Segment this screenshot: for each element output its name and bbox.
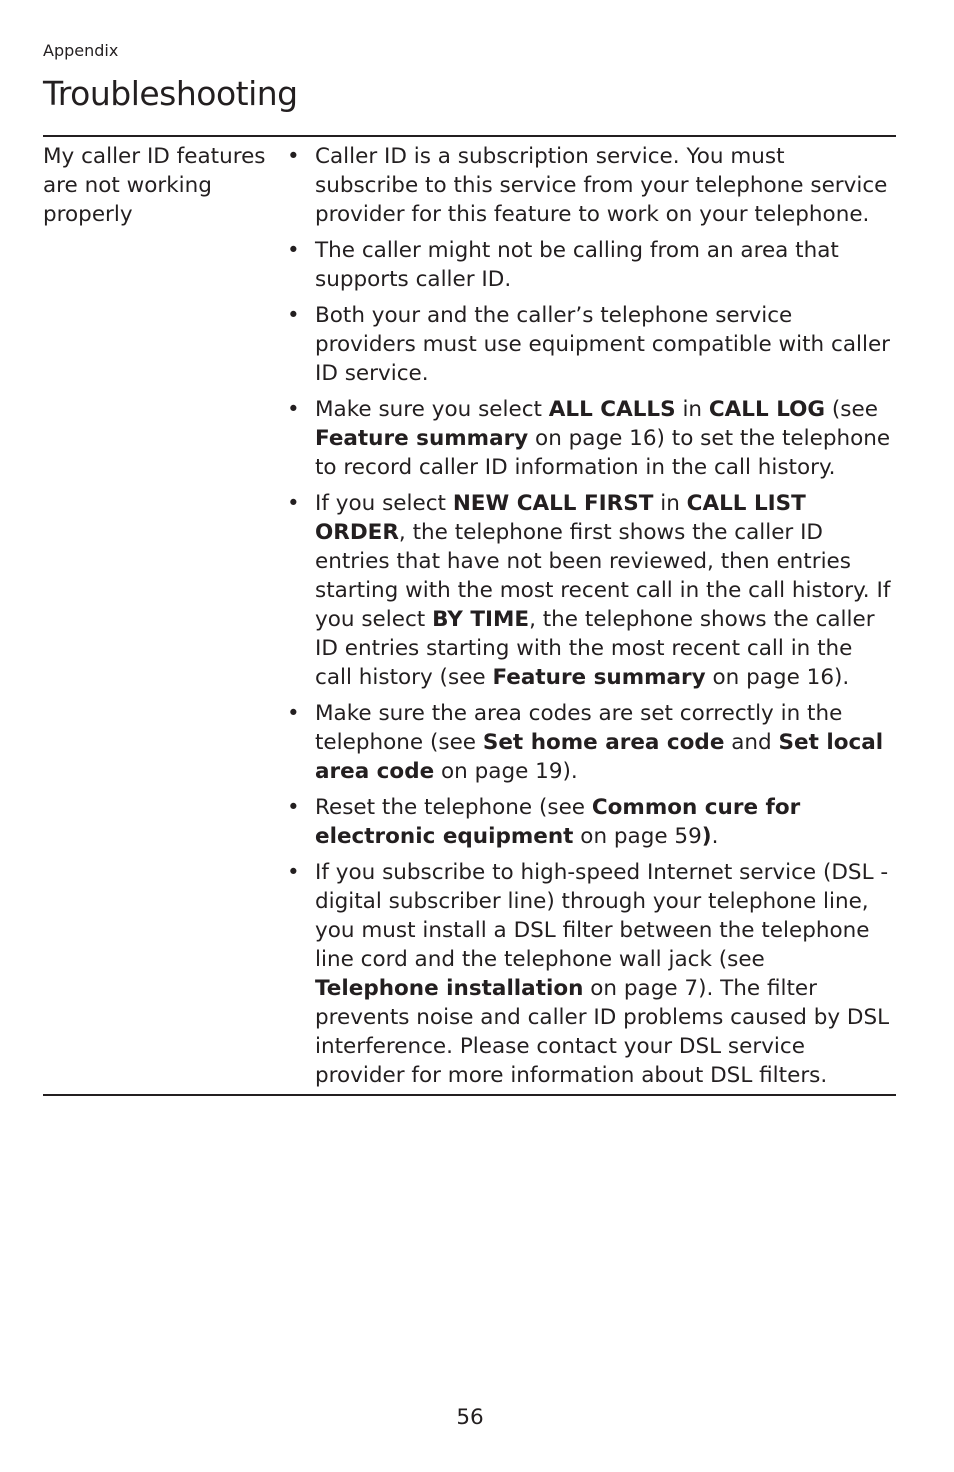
bold-reference: Common cure for electronic equipment bbox=[315, 795, 801, 849]
bullet-icon: • bbox=[287, 397, 300, 422]
solution-text: The caller might not be calling from an area that supports caller ID. bbox=[315, 238, 839, 292]
bold-reference: Set home area code bbox=[482, 730, 725, 755]
bold-reference: Telephone installation bbox=[315, 976, 584, 1001]
bold-reference: NEW CALL FIRST bbox=[452, 491, 654, 516]
problem-description: My caller ID features are not working properly bbox=[43, 144, 266, 227]
solution-item bbox=[287, 793, 894, 851]
solution-item bbox=[287, 489, 894, 692]
bold-reference: Feature summary bbox=[315, 426, 529, 451]
solution-text: Both your and the caller’s telephone service providers must use equipment compatible with caller ID service. bbox=[315, 303, 891, 386]
bold-reference: CALL LIST ORDER bbox=[315, 491, 806, 545]
solution-item bbox=[287, 699, 894, 786]
solution-text: and bbox=[724, 730, 779, 755]
solution-item bbox=[287, 395, 894, 482]
bullet-icon: • bbox=[287, 303, 300, 328]
bullet-icon: • bbox=[287, 701, 300, 726]
bullet-icon: • bbox=[287, 238, 300, 263]
table-top-rule bbox=[43, 135, 896, 137]
solution-text: , the telephone shows the caller ID entries starting with the most recent call in the call history (see bbox=[315, 607, 875, 690]
bullet-icon: • bbox=[287, 144, 300, 169]
solution-text: If you select bbox=[315, 491, 453, 516]
solution-item bbox=[287, 236, 894, 294]
page-title: Troubleshooting bbox=[43, 74, 298, 113]
solution-text: , the telephone first shows the caller ID entries that have not been reviewed, then entries starting with the most recent call in the call history. If you select bbox=[315, 520, 891, 632]
solution-text: in bbox=[675, 397, 709, 422]
section-label: Appendix bbox=[43, 41, 119, 60]
solution-text: (see bbox=[825, 397, 878, 422]
table-bottom-rule bbox=[43, 1094, 896, 1096]
solution-item bbox=[287, 142, 894, 229]
solution-text: on page 19). bbox=[434, 759, 578, 784]
bullet-icon: • bbox=[287, 491, 300, 516]
bold-reference: ) bbox=[701, 824, 712, 849]
solution-text: on page 16) to set the telephone to record caller ID information in the call history. bbox=[315, 426, 891, 480]
solution-text: on page 7). The filter prevents noise and caller ID problems caused by DSL interference. Please contact your DSL service provider for more information about DSL filters. bbox=[315, 976, 890, 1088]
bold-reference: BY TIME bbox=[432, 607, 530, 632]
bold-reference: CALL LOG bbox=[708, 397, 826, 422]
page-number: 56 bbox=[456, 1405, 484, 1430]
solution-text: Caller ID is a subscription service. You must subscribe to this service from your telephone service provider for this feature to work on your telephone. bbox=[315, 144, 888, 227]
solution-text: If you subscribe to high-speed Internet service (DSL - digital subscriber line) through your telephone line, you must install a DSL filter between the telephone line cord and the telephone wall jack (see bbox=[315, 860, 889, 972]
solution-list bbox=[287, 142, 894, 1097]
bold-reference: Feature summary bbox=[492, 665, 706, 690]
solution-text: Make sure the area codes are set correctly in the telephone (see bbox=[315, 701, 843, 755]
bold-reference: Set local area code bbox=[315, 730, 884, 784]
solution-text: Reset the telephone (see bbox=[315, 795, 592, 820]
solution-item bbox=[287, 858, 894, 1090]
solution-text: in bbox=[653, 491, 687, 516]
solution-text: . bbox=[711, 824, 719, 849]
bold-reference: ALL CALLS bbox=[548, 397, 676, 422]
solution-text: on page 16). bbox=[705, 665, 850, 690]
bullet-icon: • bbox=[287, 860, 300, 885]
solution-text: on page 59 bbox=[573, 824, 702, 849]
solution-text: Make sure you select bbox=[315, 397, 549, 422]
bullet-icon: • bbox=[287, 795, 300, 820]
solution-item bbox=[287, 301, 894, 388]
